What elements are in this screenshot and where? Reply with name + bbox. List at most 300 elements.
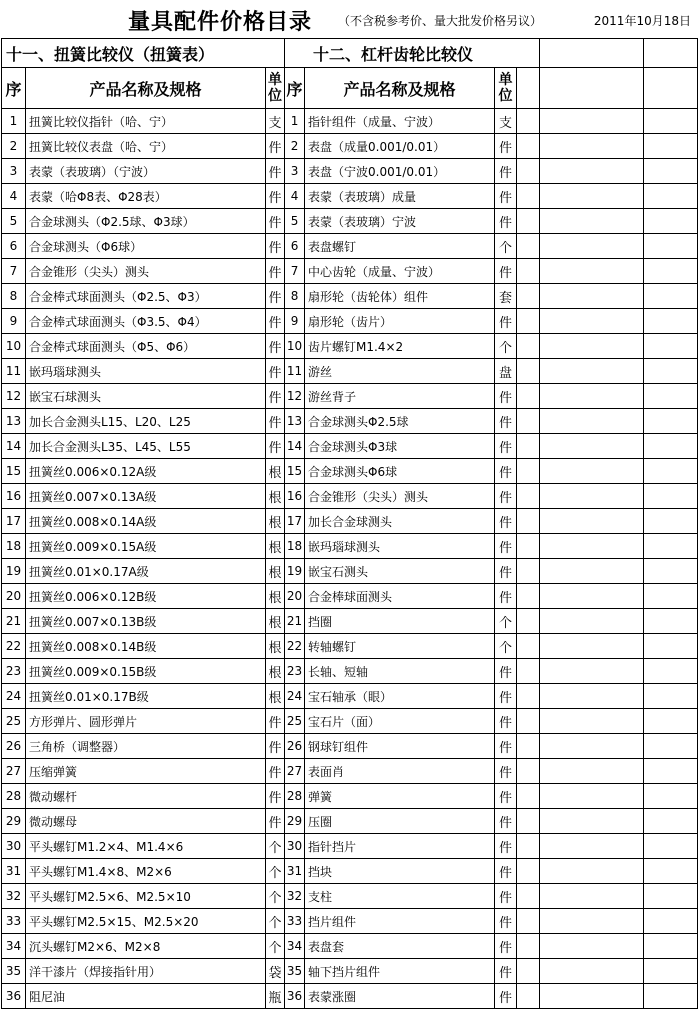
left-unit-cell: 件 [266,434,285,459]
section-title-right: 十二、杠杆齿轮比较仪 [285,39,540,68]
table-row [2,209,698,234]
left-seq-cell: 12 [2,384,26,409]
blank-cell [540,259,644,284]
left-name-cell: 压缩弹簧 [26,759,266,784]
header-name-right: 产品名称及规格 [305,68,495,109]
left-unit-cell: 根 [266,609,285,634]
right-unit-cell: 件 [495,434,517,459]
right-name-cell: 指针组件（成量、宁波） [305,109,495,134]
blank-cell [540,309,644,334]
blank-cell [540,659,644,684]
right-seq-cell: 11 [285,359,305,384]
blank-cell [517,884,540,909]
right-name-cell: 表盘螺钉 [305,234,495,259]
right-unit-cell: 件 [495,809,517,834]
right-unit-cell: 件 [495,909,517,934]
left-name-cell: 合金锥形（尖头）测头 [26,259,266,284]
blank-cell [517,184,540,209]
left-name-cell: 合金球测头（Φ2.5球、Φ3球） [26,209,266,234]
right-name-cell: 合金球测头Φ2.5球 [305,409,495,434]
blank-cell [540,984,644,1009]
left-unit-cell: 根 [266,584,285,609]
left-name-cell: 平头螺钉M1.2×4、M1.4×6 [26,834,266,859]
left-name-cell: 扭簧丝0.009×0.15B级 [26,659,266,684]
blank-cell [517,159,540,184]
table-row [2,634,698,659]
blank-cell [517,434,540,459]
left-unit-cell: 支 [266,109,285,134]
blank-cell [517,784,540,809]
left-name-cell: 扭簧比较仪指针（哈、宁） [26,109,266,134]
blank-cell [517,959,540,984]
right-seq-cell: 18 [285,534,305,559]
page-title: 量具配件价格目录 [128,10,313,35]
header-unit-right: 单位 [495,68,517,109]
right-name-cell: 挡圈 [305,609,495,634]
left-unit-cell: 件 [266,359,285,384]
blank-cell [517,534,540,559]
right-name-cell: 表面肖 [305,759,495,784]
left-name-cell: 平头螺钉M1.4×8、M2×6 [26,859,266,884]
right-unit-cell: 件 [495,259,517,284]
table-row [2,109,698,134]
right-seq-cell: 3 [285,159,305,184]
blank-cell [644,134,698,159]
table-row [2,684,698,709]
right-name-cell: 挡片组件 [305,909,495,934]
left-name-cell: 合金球测头（Φ6球） [26,234,266,259]
left-unit-cell: 件 [266,784,285,809]
right-name-cell: 齿片螺钉M1.4×2 [305,334,495,359]
right-seq-cell: 21 [285,609,305,634]
blank-cell [517,734,540,759]
left-name-cell: 合金棒式球面测头（Φ5、Φ6） [26,334,266,359]
left-name-cell: 扭簧丝0.008×0.14B级 [26,634,266,659]
blank-cell [517,834,540,859]
blank-cell [540,484,644,509]
blank-cell [644,334,698,359]
table-row [2,709,698,734]
right-seq-cell: 6 [285,234,305,259]
blank-cell [540,184,644,209]
right-unit-cell: 件 [495,459,517,484]
blank-cell [540,909,644,934]
blank-cell [517,284,540,309]
table-row [2,859,698,884]
blank-cell [644,659,698,684]
blank-cell [517,334,540,359]
right-unit-cell: 件 [495,409,517,434]
blank-cell [644,309,698,334]
table-row [2,234,698,259]
left-name-cell: 表蒙（哈Φ8表、Φ28表） [26,184,266,209]
table-row [2,484,698,509]
right-seq-cell: 24 [285,684,305,709]
blank-cell [540,709,644,734]
table-row [2,134,698,159]
right-seq-cell: 31 [285,859,305,884]
blank-cell [644,734,698,759]
blank-cell [540,759,644,784]
table-row [2,459,698,484]
blank-cell [517,909,540,934]
blank-cell [517,309,540,334]
left-name-cell: 扭簧丝0.01×0.17B级 [26,684,266,709]
right-seq-cell: 35 [285,959,305,984]
blank-cell [517,859,540,884]
blank-cell [540,609,644,634]
blank-cell [644,959,698,984]
right-seq-cell: 32 [285,884,305,909]
blank-cell [517,584,540,609]
left-name-cell: 合金棒式球面测头（Φ2.5、Φ3） [26,284,266,309]
table-row [2,734,698,759]
table-row [2,884,698,909]
blank-cell [517,484,540,509]
left-unit-cell: 件 [266,409,285,434]
right-seq-cell: 34 [285,934,305,959]
right-seq-cell: 17 [285,509,305,534]
left-name-cell: 沉头螺钉M2×6、M2×8 [26,934,266,959]
table-row [2,934,698,959]
left-name-cell: 平头螺钉M2.5×6、M2.5×10 [26,884,266,909]
left-seq-cell: 11 [2,359,26,384]
left-unit-cell: 件 [266,759,285,784]
right-unit-cell: 件 [495,534,517,559]
right-unit-cell: 个 [495,234,517,259]
blank-cell [644,609,698,634]
right-name-cell: 嵌宝石测头 [305,559,495,584]
blank-cell [517,759,540,784]
left-seq-cell: 36 [2,984,26,1009]
blank-cell [540,434,644,459]
right-name-cell: 合金球测头Φ3球 [305,434,495,459]
blank-cell [540,634,644,659]
blank-cell [644,684,698,709]
left-unit-cell: 件 [266,159,285,184]
right-unit-cell: 盘 [495,359,517,384]
left-unit-cell: 个 [266,909,285,934]
right-name-cell: 扇形轮（齿片） [305,309,495,334]
left-seq-cell: 27 [2,759,26,784]
blank-cell [540,134,644,159]
right-seq-cell: 26 [285,734,305,759]
left-seq-cell: 15 [2,459,26,484]
right-name-cell: 表盘套 [305,934,495,959]
right-unit-cell: 件 [495,659,517,684]
right-seq-cell: 23 [285,659,305,684]
section-title-left: 十一、扭簧比较仪（扭簧表） [2,39,285,68]
right-seq-cell: 25 [285,709,305,734]
blank-cell [517,209,540,234]
right-name-cell: 合金棒球面测头 [305,584,495,609]
blank-cell [540,734,644,759]
left-name-cell: 扭簧丝0.01×0.17A级 [26,559,266,584]
table-row [2,359,698,384]
right-unit-cell: 件 [495,684,517,709]
left-seq-cell: 4 [2,184,26,209]
left-seq-cell: 2 [2,134,26,159]
blank-cell [644,484,698,509]
blank-cell [540,509,644,534]
table-row [2,909,698,934]
left-unit-cell: 件 [266,134,285,159]
blank-cell [540,39,644,68]
right-seq-cell: 28 [285,784,305,809]
price-note: （不含税参考价、量大批发价格另议） [338,14,543,28]
left-name-cell: 扭簧丝0.007×0.13A级 [26,484,266,509]
right-seq-cell: 2 [285,134,305,159]
left-unit-cell: 根 [266,684,285,709]
left-seq-cell: 3 [2,159,26,184]
table-row [2,759,698,784]
left-unit-cell: 根 [266,634,285,659]
right-unit-cell: 件 [495,709,517,734]
left-seq-cell: 18 [2,534,26,559]
section-title-row [2,39,698,68]
blank-cell [540,68,644,109]
right-seq-cell: 27 [285,759,305,784]
blank-cell [517,634,540,659]
left-unit-cell: 件 [266,209,285,234]
blank-cell [517,809,540,834]
table-row [2,384,698,409]
blank-cell [644,559,698,584]
blank-cell [517,234,540,259]
blank-cell [644,159,698,184]
column-header-row [2,68,698,109]
right-name-cell: 挡块 [305,859,495,884]
right-unit-cell: 个 [495,609,517,634]
blank-cell [517,559,540,584]
left-unit-cell: 件 [266,234,285,259]
left-seq-cell: 6 [2,234,26,259]
right-seq-cell: 22 [285,634,305,659]
blank-cell [540,834,644,859]
left-name-cell: 嵌玛瑙球测头 [26,359,266,384]
blank-cell [540,234,644,259]
table-row [2,609,698,634]
blank-cell [644,584,698,609]
left-seq-cell: 30 [2,834,26,859]
blank-cell [540,459,644,484]
left-seq-cell: 1 [2,109,26,134]
right-seq-cell: 30 [285,834,305,859]
title-bar [0,0,700,38]
right-unit-cell: 件 [495,559,517,584]
blank-cell [540,384,644,409]
table-row [2,309,698,334]
blank-cell [644,834,698,859]
left-seq-cell: 19 [2,559,26,584]
right-seq-cell: 20 [285,584,305,609]
table-row [2,834,698,859]
right-unit-cell: 件 [495,159,517,184]
right-unit-cell: 支 [495,109,517,134]
blank-cell [540,284,644,309]
left-unit-cell: 件 [266,384,285,409]
blank-cell [644,459,698,484]
right-seq-cell: 16 [285,484,305,509]
left-unit-cell: 个 [266,859,285,884]
left-unit-cell: 根 [266,509,285,534]
right-name-cell: 长轴、短轴 [305,659,495,684]
blank-cell [644,534,698,559]
left-name-cell: 扭簧丝0.006×0.12B级 [26,584,266,609]
left-seq-cell: 32 [2,884,26,909]
right-unit-cell: 件 [495,859,517,884]
blank-cell [517,709,540,734]
blank-cell [517,384,540,409]
blank-cell [517,359,540,384]
blank-cell [517,609,540,634]
right-name-cell: 加长合金球测头 [305,509,495,534]
table-row [2,434,698,459]
blank-cell [517,259,540,284]
left-seq-cell: 29 [2,809,26,834]
left-name-cell: 微动螺杆 [26,784,266,809]
left-name-cell: 扭簧丝0.006×0.12A级 [26,459,266,484]
right-unit-cell: 件 [495,934,517,959]
blank-cell [540,359,644,384]
blank-cell [540,534,644,559]
blank-cell [644,39,698,68]
left-seq-cell: 5 [2,209,26,234]
blank-cell [540,559,644,584]
blank-cell [644,909,698,934]
left-name-cell: 微动螺母 [26,809,266,834]
blank-cell [644,934,698,959]
right-seq-cell: 29 [285,809,305,834]
right-unit-cell: 件 [495,134,517,159]
blank-cell [644,359,698,384]
table-row [2,559,698,584]
left-seq-cell: 21 [2,609,26,634]
right-name-cell: 表盘（成量0.001/0.01） [305,134,495,159]
left-unit-cell: 件 [266,259,285,284]
right-unit-cell: 件 [495,309,517,334]
left-unit-cell: 根 [266,659,285,684]
right-unit-cell: 件 [495,209,517,234]
left-unit-cell: 件 [266,284,285,309]
blank-cell [540,159,644,184]
left-seq-cell: 10 [2,334,26,359]
right-seq-cell: 5 [285,209,305,234]
left-name-cell: 平头螺钉M2.5×15、M2.5×20 [26,909,266,934]
right-seq-cell: 36 [285,984,305,1009]
blank-cell [644,859,698,884]
right-seq-cell: 33 [285,909,305,934]
right-unit-cell: 个 [495,634,517,659]
right-name-cell: 指针挡片 [305,834,495,859]
right-name-cell: 表蒙涨圈 [305,984,495,1009]
right-seq-cell: 4 [285,184,305,209]
blank-cell [517,984,540,1009]
right-name-cell: 游丝背子 [305,384,495,409]
left-name-cell: 三角桥（调整器） [26,734,266,759]
left-unit-cell: 个 [266,934,285,959]
left-unit-cell: 袋 [266,959,285,984]
left-seq-cell: 31 [2,859,26,884]
left-unit-cell: 件 [266,334,285,359]
left-unit-cell: 个 [266,834,285,859]
blank-cell [644,259,698,284]
left-seq-cell: 35 [2,959,26,984]
left-unit-cell: 瓶 [266,984,285,1009]
left-name-cell: 方形弹片、圆形弹片 [26,709,266,734]
right-unit-cell: 套 [495,284,517,309]
blank-cell [517,684,540,709]
right-name-cell: 宝石片（面） [305,709,495,734]
right-unit-cell: 件 [495,784,517,809]
right-unit-cell: 件 [495,509,517,534]
right-unit-cell: 件 [495,384,517,409]
blank-cell [540,409,644,434]
right-seq-cell: 13 [285,409,305,434]
blank-cell [540,209,644,234]
blank-cell [644,759,698,784]
right-seq-cell: 12 [285,384,305,409]
blank-cell [644,809,698,834]
left-seq-cell: 34 [2,934,26,959]
blank-cell [517,68,540,109]
table-row [2,409,698,434]
left-seq-cell: 17 [2,509,26,534]
blank-cell [517,659,540,684]
left-seq-cell: 23 [2,659,26,684]
table-row [2,959,698,984]
header-unit-left: 单位 [266,68,285,109]
left-unit-cell: 个 [266,884,285,909]
right-name-cell: 弹簧 [305,784,495,809]
header-seq-left: 序 [2,68,26,109]
table-row [2,784,698,809]
table-row [2,659,698,684]
right-name-cell: 支柱 [305,884,495,909]
right-seq-cell: 14 [285,434,305,459]
left-seq-cell: 16 [2,484,26,509]
blank-cell [644,209,698,234]
blank-cell [644,984,698,1009]
right-name-cell: 合金锥形（尖头）测头 [305,484,495,509]
blank-cell [517,509,540,534]
left-seq-cell: 24 [2,684,26,709]
blank-cell [644,68,698,109]
right-seq-cell: 9 [285,309,305,334]
blank-cell [644,784,698,809]
left-seq-cell: 25 [2,709,26,734]
left-name-cell: 扭簧比较仪表盘（哈、宁） [26,134,266,159]
left-name-cell: 合金棒式球面测头（Φ3.5、Φ4） [26,309,266,334]
right-seq-cell: 8 [285,284,305,309]
right-name-cell: 游丝 [305,359,495,384]
right-name-cell: 表盘（宁波0.001/0.01） [305,159,495,184]
blank-cell [644,109,698,134]
left-seq-cell: 7 [2,259,26,284]
right-seq-cell: 19 [285,559,305,584]
left-seq-cell: 20 [2,584,26,609]
right-name-cell: 宝石轴承（眼） [305,684,495,709]
price-table [1,38,698,1009]
left-name-cell: 嵌宝石球测头 [26,384,266,409]
right-seq-cell: 1 [285,109,305,134]
right-unit-cell: 件 [495,184,517,209]
right-name-cell: 钢球钉组件 [305,734,495,759]
blank-cell [517,109,540,134]
left-name-cell: 加长合金测头L35、L45、L55 [26,434,266,459]
catalog-date: 2011年10月18日 [593,14,691,28]
left-unit-cell: 根 [266,534,285,559]
